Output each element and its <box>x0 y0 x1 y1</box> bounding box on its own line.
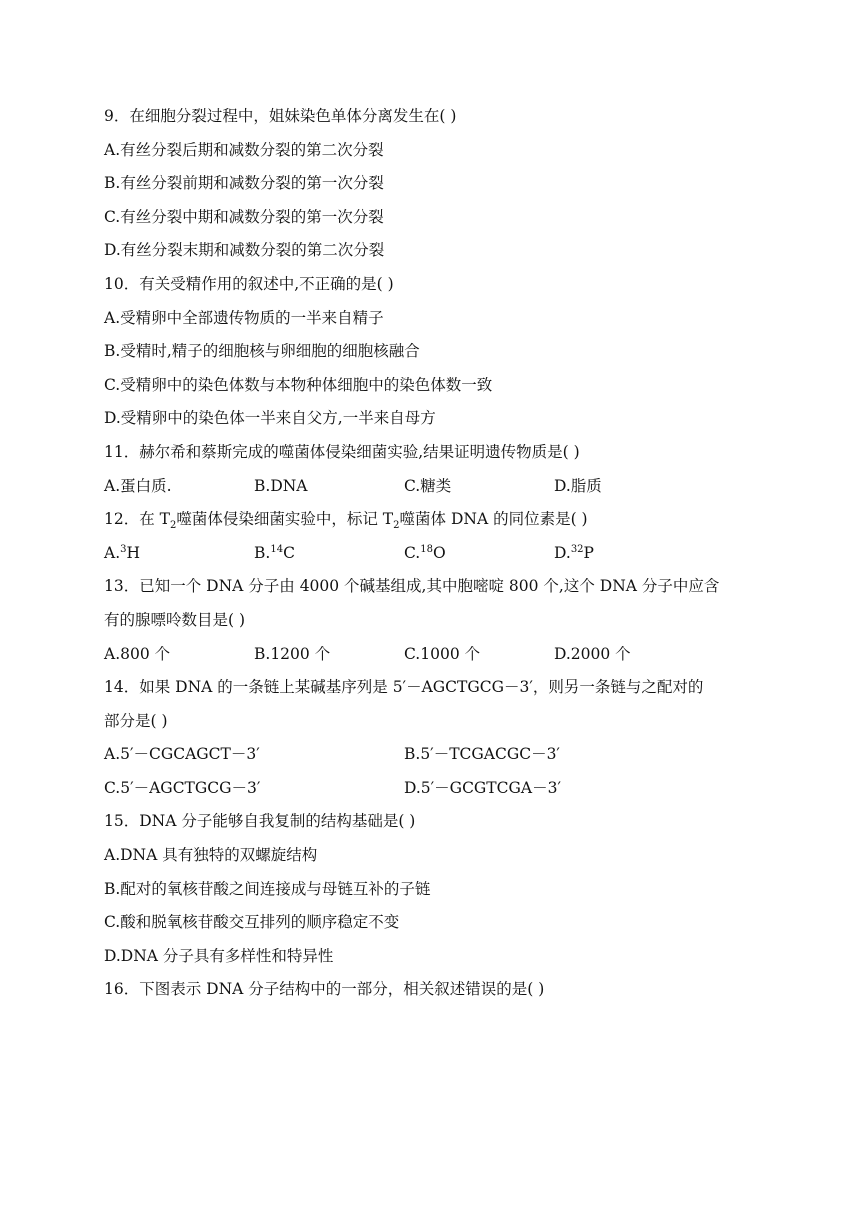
question-13-options <box>104 638 764 672</box>
question-16-stem: 16．下图表示 DNA 分子结构中的一部分，相关叙述错误的是( ) <box>104 980 545 999</box>
question-15-option-d: D.DNA 分子具有多样性和特异性 <box>104 946 334 965</box>
question-11-option-d: D.脂质 <box>554 476 602 495</box>
question-9-option-a: A.有丝分裂后期和减数分裂的第二次分裂 <box>104 140 384 159</box>
question-14-option-d: D.5′－GCGTCGA－3′ <box>404 778 561 797</box>
question-12-options <box>104 537 764 571</box>
question-14-option-a: A.5′－CGCAGCT－3′ <box>104 745 260 764</box>
question-14-stem-line-1: 14．如果 DNA 的一条链上某碱基序列是 5′－AGCTGCG－3′，则另一条链与之配对的 <box>104 678 704 697</box>
question-9-option-b: B.有丝分裂前期和减数分裂的第一次分裂 <box>104 174 384 193</box>
question-10-option-b: B.受精时,精子的细胞核与卵细胞的细胞核融合 <box>104 342 420 361</box>
question-12-option-a: A.$^3$H <box>104 543 141 562</box>
question-list <box>104 100 764 1007</box>
question-11-options <box>104 470 764 504</box>
question-15-option-a: A.DNA 具有独特的双螺旋结构 <box>104 846 318 865</box>
question-13-stem-line-1: 13．已知一个 DNA 分子由 4000 个碱基组成,其中胞嘧啶 800 个,这个 DNA 分子中应含 <box>104 577 720 596</box>
question-13-option-c: C.1000 个 <box>404 644 481 663</box>
question-15-option-b: B.配对的氧核苷酸之间连接成与母链互补的子链 <box>104 879 431 898</box>
question-11-option-b: B.DNA <box>254 476 308 495</box>
question-12-option-b: B.$^{14}$C <box>254 543 295 562</box>
question-9-option-d: D.有丝分裂末期和减数分裂的第二次分裂 <box>104 241 385 260</box>
question-13-stem-line-2: 有的腺嘌呤数目是( ) <box>104 610 246 629</box>
question-9-stem: 9．在细胞分裂过程中，姐妹染色单体分离发生在( ) <box>104 107 457 125</box>
question-14-options-row-2 <box>104 772 764 806</box>
question-9-option-c: C.有丝分裂中期和减数分裂的第一次分裂 <box>104 207 384 226</box>
question-11-option-c: C.糖类 <box>404 476 452 495</box>
question-14-option-b: B.5′－TCGACGC－3′ <box>404 745 560 764</box>
question-15-option-c: C.酸和脱氧核苷酸交互排列的顺序稳定不变 <box>104 913 400 932</box>
question-14-option-c: C.5′－AGCTGCG－3′ <box>104 778 261 797</box>
question-10-option-c: C.受精卵中的染色体数与本物种体细胞中的染色体数一致 <box>104 375 493 394</box>
question-10-stem: 10．有关受精作用的叙述中,不正确的是( ) <box>104 274 394 293</box>
question-14-stem-line-2: 部分是( ) <box>104 711 168 730</box>
question-12-option-d: D.$^{32}$P <box>554 543 594 562</box>
question-10-option-a: A.受精卵中全部遗传物质的一半来自精子 <box>104 308 384 327</box>
question-11-stem: 11．赫尔希和蔡斯完成的噬菌体侵染细菌实验,结果证明遗传物质是( ) <box>104 442 580 461</box>
question-13-option-d: D.2000 个 <box>554 644 631 663</box>
question-11-option-a: A.蛋白质. <box>104 476 172 495</box>
question-12-option-c: C.$^{18}$O <box>404 543 446 562</box>
question-12-stem: 12．在 $T_2$噬菌体侵染细菌实验中，标记 $T_2$噬菌体 DNA 的同位素是( ) <box>104 510 588 532</box>
question-10-option-d: D.受精卵中的染色体一半来自父方,一半来自母方 <box>104 409 436 428</box>
question-15-stem: 15．DNA 分子能够自我复制的结构基础是( ) <box>104 812 416 831</box>
question-13-option-a: A.800 个 <box>104 644 171 663</box>
question-13-option-b: B.1200 个 <box>254 644 331 663</box>
question-14-options-row-1 <box>104 738 764 772</box>
